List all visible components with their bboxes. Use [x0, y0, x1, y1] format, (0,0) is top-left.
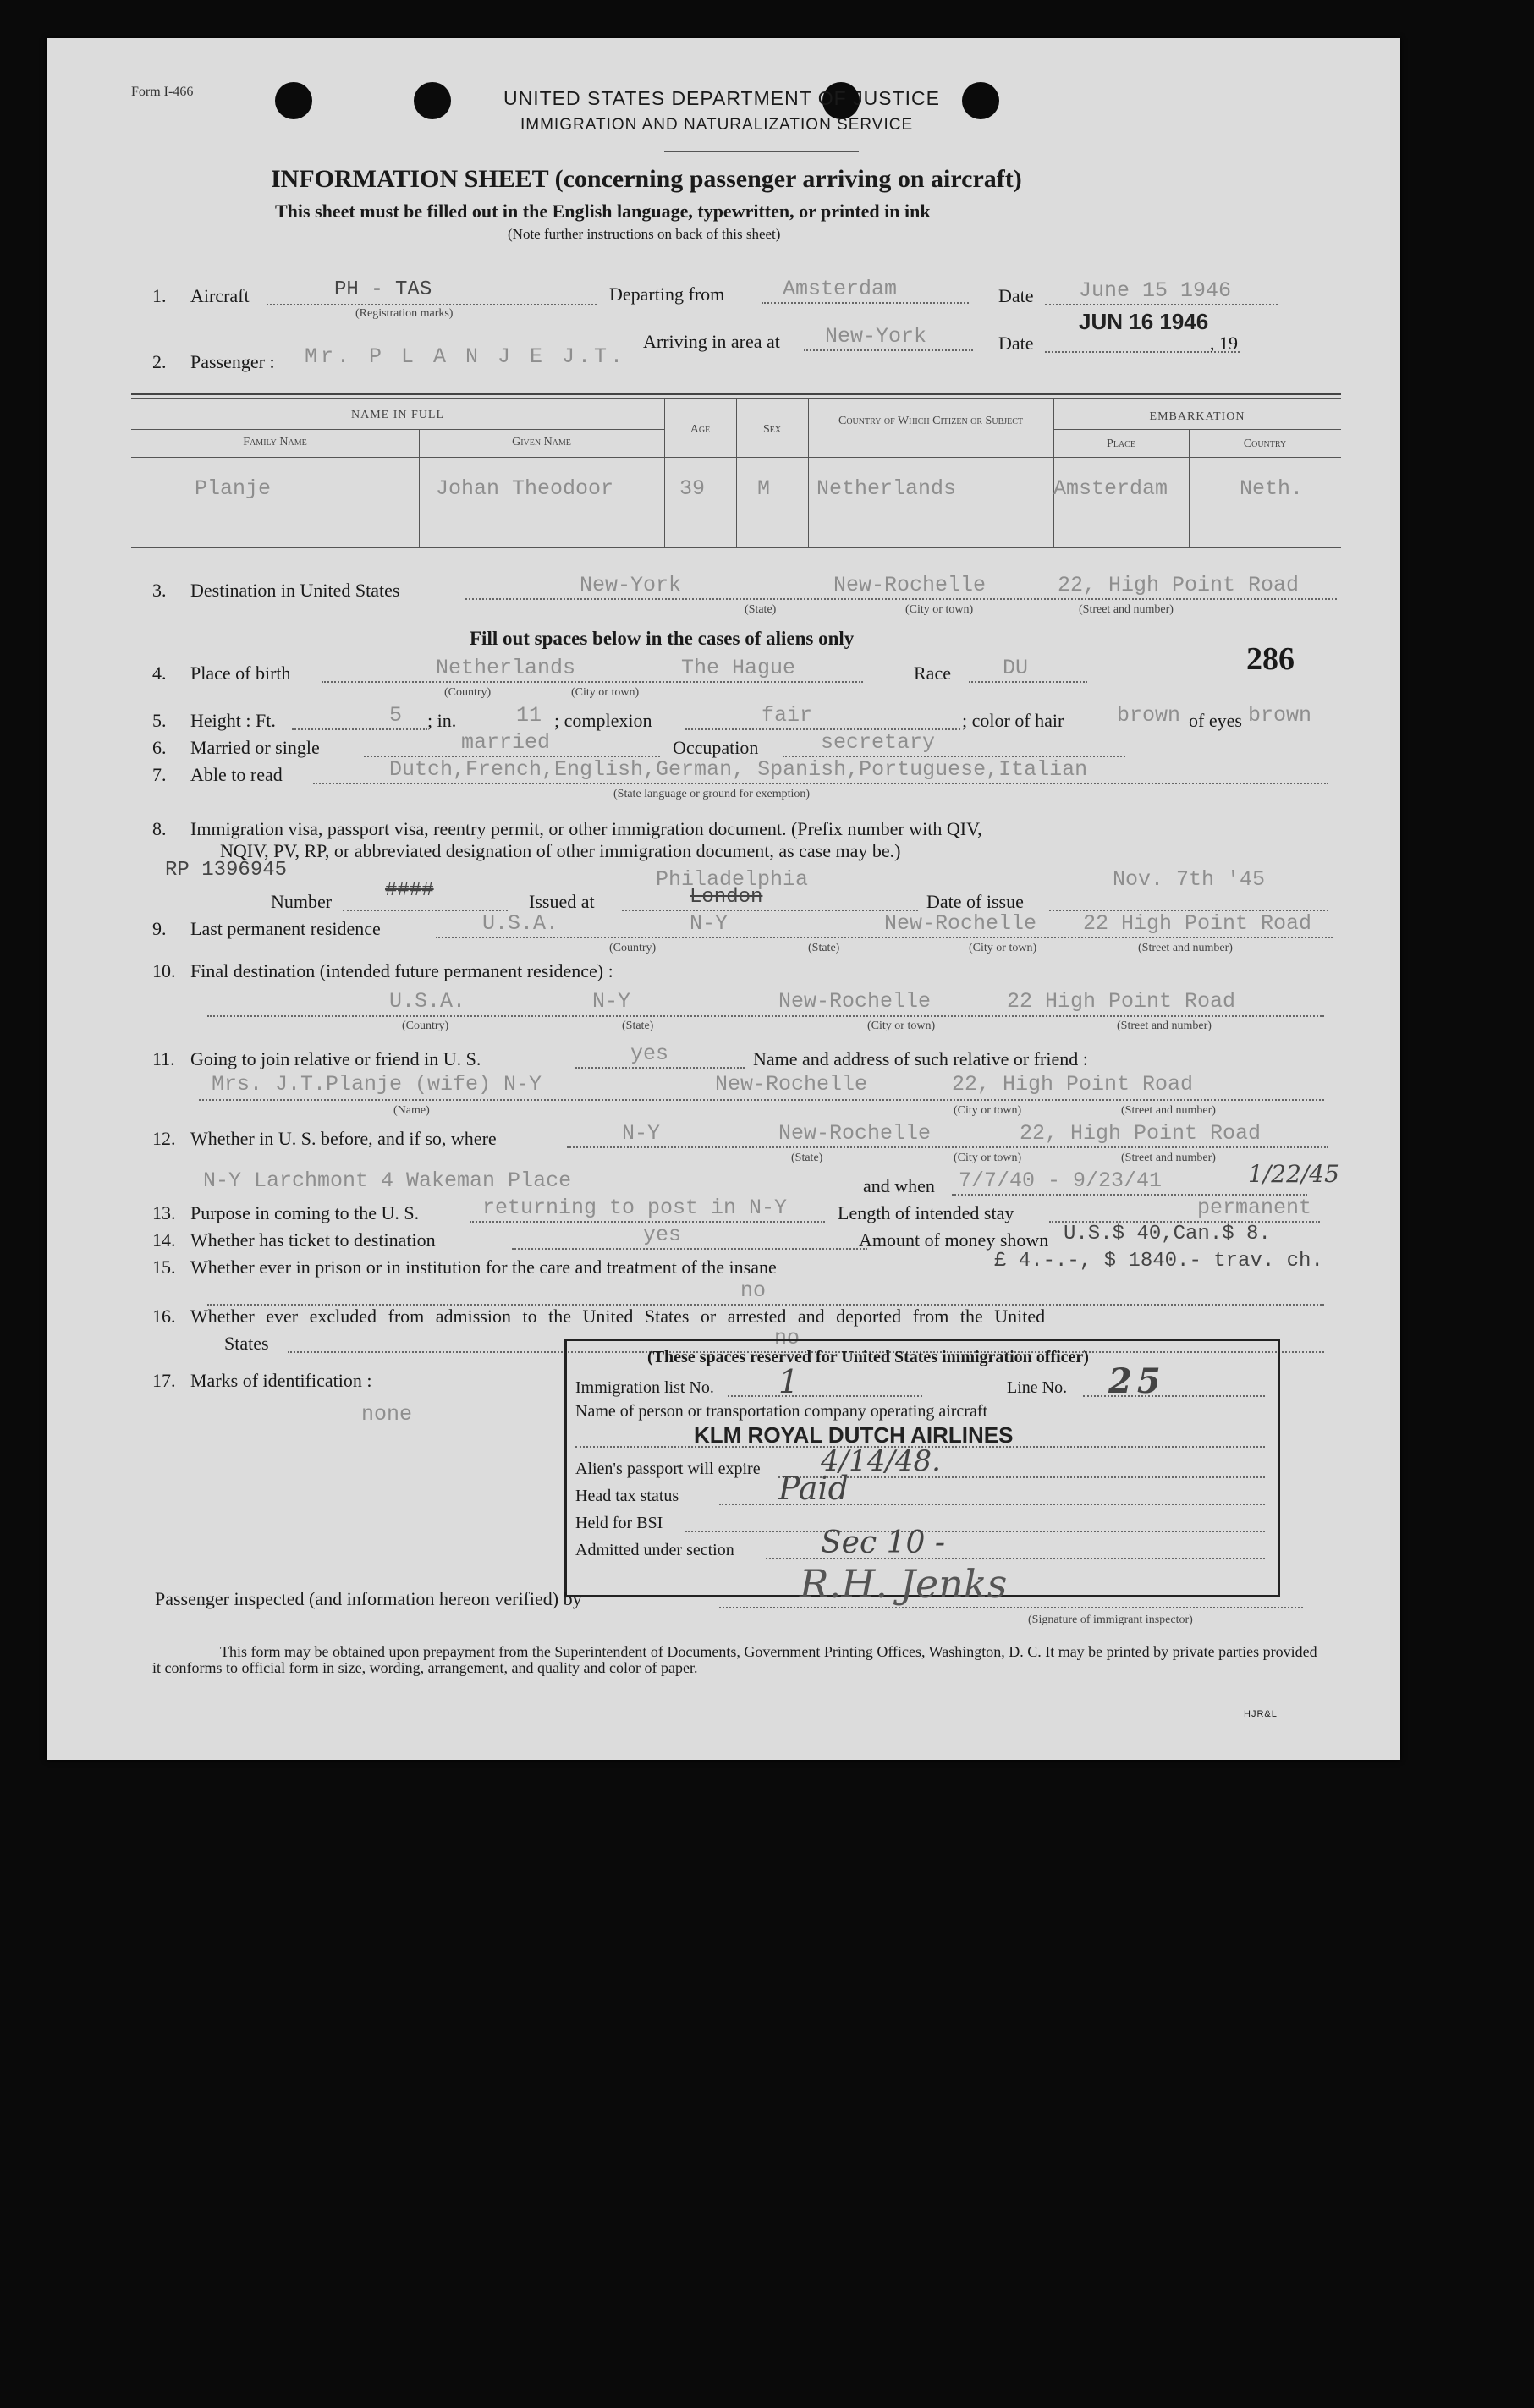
form-note: (Note further instructions on back of this sheet) [508, 226, 781, 242]
table-rule [131, 429, 664, 430]
name-in-full-header: NAME IN FULL [351, 409, 444, 421]
dotted-line [313, 783, 1328, 784]
caption: (Name) [393, 1104, 430, 1117]
excluded-label: Whether ever excluded from admission to the United States or arrested and deported from the United [190, 1306, 1046, 1327]
agency-name: UNITED STATES DEPARTMENT OF JUSTICE [503, 87, 940, 109]
punch-hole [962, 82, 999, 119]
age-value: 39 [679, 476, 706, 501]
issued-at-label: Issued at [529, 891, 595, 912]
document-text: Immigration visa, passport visa, reentry permit, or other immigration document. (Prefix number with QIV, [190, 818, 982, 839]
punch-hole [414, 82, 451, 119]
item-number: 15. [152, 1256, 176, 1278]
dotted-line [267, 304, 597, 305]
excluded-value: no [774, 1326, 800, 1350]
table-divider [1053, 398, 1054, 547]
item-number: 6. [152, 737, 167, 758]
complexion-label: ; complexion [554, 710, 652, 731]
item-number: 2. [152, 351, 167, 372]
passport-expiry-value: 4/14/48. [821, 1444, 941, 1478]
departing-value: Amsterdam [783, 277, 898, 301]
line-number-value: 25 [1108, 1361, 1166, 1401]
aliens-heading: Fill out spaces below in the cases of aliens only [470, 628, 855, 649]
embarkation-place-header: Place [1107, 437, 1135, 450]
document-annotation: RP 1396945 [165, 859, 288, 882]
sex-value: M [757, 476, 771, 501]
issued-at-struck: London [690, 886, 763, 909]
document-text: NQIV, PV, RP, or abbreviated designation of other immigration document, as case may be.) [220, 840, 901, 861]
signature-caption: (Signature of immigrant inspector) [1028, 1614, 1193, 1626]
destination-label: Destination in United States [190, 580, 400, 601]
immigration-list-label: Immigration list No. [575, 1378, 714, 1397]
prior-visit-address-2: N-Y Larchmont 4 Wakeman Place [203, 1168, 572, 1193]
service-name: IMMIGRATION AND NATURALIZATION SERVICE [520, 116, 914, 134]
issued-at-value: Philadelphia [656, 867, 809, 892]
arrival-year-suffix: , 19 [1210, 333, 1238, 354]
caption: (Street and number) [1121, 1152, 1216, 1164]
last-residence-label: Last permanent residence [190, 918, 381, 939]
dotted-line [465, 598, 1337, 600]
dotted-line [436, 937, 1333, 938]
height-label: Height : Ft. [190, 710, 276, 731]
marital-label: Married or single [190, 737, 320, 758]
join-relative-value: yes [630, 1042, 669, 1066]
prison-label: Whether ever in prison or in institution for the care and treatment of the insane [190, 1256, 777, 1278]
item-number: 1. [152, 285, 167, 306]
dotted-line [969, 681, 1087, 683]
form-instruction: This sheet must be filled out in the English language, typewritten, or printed in ink [275, 201, 931, 222]
last-residence-state: N-Y [690, 911, 729, 936]
form-title: INFORMATION SHEET (concerning passenger arriving on aircraft) [271, 165, 1022, 193]
identification-marks-value: none [361, 1402, 413, 1427]
item-number: 7. [152, 764, 167, 785]
relative-name-value: Mrs. J.T.Planje (wife) N-Y [212, 1072, 542, 1097]
table-divider [419, 429, 420, 547]
relative-street: 22, High Point Road [952, 1072, 1194, 1097]
race-label: Race [914, 662, 951, 684]
caption: (City or town) [867, 1020, 936, 1032]
item-number: 14. [152, 1229, 176, 1251]
dotted-line [1045, 304, 1278, 305]
prior-visit-when-label: and when [863, 1175, 935, 1196]
caption: (State) [745, 603, 777, 616]
last-residence-country: U.S.A. [482, 911, 559, 936]
citizenship-header: Country of Which Citizen or Subject [838, 415, 1024, 427]
inspection-label: Passenger inspected (and information hereon verified) by [155, 1588, 582, 1609]
caption: (City or town) [905, 603, 974, 616]
occupation-label: Occupation [673, 737, 759, 758]
caption: (State) [808, 942, 840, 954]
length-of-stay-label: Length of intended stay [838, 1202, 1014, 1223]
final-destination-label: Final destination (intended future permanent residence) : [190, 960, 613, 981]
family-name-header: Family Name [243, 436, 307, 448]
caption: (Country) [402, 1020, 449, 1032]
birth-city: The Hague [681, 656, 796, 680]
dotted-line [292, 728, 427, 730]
item-number: 12. [152, 1128, 176, 1149]
head-tax-value: Paid [778, 1470, 849, 1507]
table-bottom-rule [131, 547, 1341, 548]
languages-label: Able to read [190, 764, 283, 785]
dotted-line [207, 1015, 1324, 1017]
prior-visit-street: 22, High Point Road [1020, 1121, 1262, 1146]
final-destination-country: U.S.A. [389, 989, 466, 1014]
immigration-list-value: 1 [778, 1363, 800, 1400]
languages-value: Dutch,French,English,German, Spanish,Portuguese,Italian [389, 757, 1088, 782]
table-divider [808, 398, 809, 547]
caption: (State language or ground for exemption) [613, 788, 811, 800]
dotted-line [575, 1067, 745, 1069]
caption: (City or town) [954, 1152, 1022, 1164]
caption: (City or town) [954, 1104, 1022, 1117]
company-value: KLM ROYAL DUTCH AIRLINES [694, 1422, 1014, 1448]
sex-header: Sex [762, 423, 782, 436]
document-number-label: Number [271, 891, 333, 912]
given-name-value: Johan Theodoor [436, 476, 614, 501]
money-value: U.S.$ 40,Can.$ 8. [1064, 1223, 1271, 1245]
item-number: 8. [152, 818, 167, 839]
dotted-line [567, 1146, 1328, 1148]
prior-visit-handwritten-date: 1/22/45 [1248, 1160, 1339, 1188]
dotted-line [322, 681, 863, 683]
officer-box-heading: (These spaces reserved for United States immigration officer) [647, 1348, 1089, 1366]
item-number: 5. [152, 710, 167, 731]
aircraft-value: PH - TAS [334, 278, 432, 301]
inspector-signature: R.H. Jenks [800, 1561, 1008, 1607]
line-number-label: Line No. [1007, 1378, 1068, 1397]
item-number: 11. [152, 1048, 175, 1069]
complexion-value: fair [762, 703, 813, 728]
embarkation-country-value: Neth. [1240, 476, 1304, 501]
arriving-label: Arriving in area at [643, 331, 780, 352]
given-name-header: Given Name [512, 436, 571, 448]
item-number: 16. [152, 1306, 176, 1327]
dotted-line [762, 302, 969, 304]
hair-color-value: brown [1117, 703, 1181, 728]
last-residence-street: 22 High Point Road [1083, 911, 1312, 936]
admission-section-value: Sec 10 - [821, 1526, 945, 1560]
birth-country: Netherlands [436, 656, 576, 680]
passenger-label: Passenger : [190, 351, 275, 372]
height-in-value: 11 [516, 703, 542, 728]
caption: (State) [622, 1020, 654, 1032]
item-number: 3. [152, 580, 167, 601]
table-divider [736, 398, 737, 547]
departing-label: Departing from [609, 283, 725, 305]
height-in-label: ; in. [427, 710, 457, 731]
footer-text: This form may be obtained upon prepayment from the Superintendent of Documents, Government Printing Offices, Washington, D. C. It may be printed by private parties provided it conforms to official form in size, wording, arrangement, and quality and color of paper. [152, 1643, 1317, 1676]
caption: (Country) [609, 942, 657, 954]
caption: (Country) [444, 686, 492, 699]
held-for-bsi-label: Held for BSI [575, 1514, 663, 1532]
height-ft-value: 5 [389, 703, 403, 728]
table-divider [1189, 429, 1190, 547]
embarkation-place-value: Amsterdam [1053, 476, 1168, 501]
length-of-stay-value: permanent [1197, 1196, 1312, 1220]
aircraft-caption: (Registration marks) [355, 307, 454, 320]
join-relative-label: Going to join relative or friend in U. S. [190, 1048, 481, 1069]
information-sheet-form [47, 38, 1400, 1760]
hair-color-label: ; color of hair [962, 710, 1064, 731]
departure-date-value: June 15 1946 [1079, 278, 1232, 303]
dotted-line [719, 1607, 1303, 1608]
purpose-value: returning to post in N-Y [482, 1196, 788, 1220]
ticket-value: yes [643, 1223, 682, 1247]
form-number: Form I-466 [131, 85, 194, 99]
destination-city: New-Rochelle [833, 573, 987, 597]
purpose-label: Purpose in coming to the U. S. [190, 1202, 420, 1223]
dotted-line [728, 1395, 922, 1397]
punch-hole [275, 82, 312, 119]
destination-state: New-York [580, 573, 682, 597]
issue-date-label: Date of issue [926, 891, 1024, 912]
caption: (City or town) [571, 686, 640, 699]
eye-color-label: of eyes [1189, 710, 1242, 731]
prior-visit-when-value: 7/7/40 - 9/23/41 [959, 1168, 1163, 1193]
citizenship-value: Netherlands [816, 476, 957, 501]
final-destination-street: 22 High Point Road [1007, 989, 1236, 1014]
identification-marks-label: Marks of identification : [190, 1370, 372, 1391]
item-number: 13. [152, 1202, 176, 1223]
dotted-line [804, 349, 973, 351]
final-destination-city: New-Rochelle [778, 989, 932, 1014]
caption: (Street and number) [1079, 603, 1174, 616]
final-destination-state: N-Y [592, 989, 631, 1014]
item-number: 10. [152, 960, 176, 981]
passenger-value: Mr. P L A N J E J.T. [305, 344, 627, 369]
marital-value: married [461, 730, 551, 755]
officer-use-box [564, 1339, 1280, 1597]
issue-date-value: Nov. 7th '45 [1113, 867, 1266, 892]
birthplace-label: Place of birth [190, 662, 291, 684]
arrival-date-stamp: JUN 16 1946 [1079, 309, 1209, 334]
table-divider [664, 398, 665, 547]
caption: (Street and number) [1121, 1104, 1216, 1117]
item-number: 9. [152, 918, 167, 939]
item-number: 4. [152, 662, 167, 684]
prior-visit-label: Whether in U. S. before, and if so, where [190, 1128, 497, 1149]
age-header: Age [690, 423, 711, 436]
money-label: Amount of money shown [859, 1229, 1049, 1251]
arriving-value: New-York [825, 324, 927, 349]
caption: (Street and number) [1117, 1020, 1212, 1032]
dotted-line [199, 1099, 1324, 1101]
caption: (Street and number) [1138, 942, 1233, 954]
table-top-rule [131, 393, 1341, 395]
dotted-line [622, 910, 918, 911]
occupation-value: secretary [821, 730, 936, 755]
admission-section-label: Admitted under section [575, 1541, 734, 1559]
departure-date-label: Date [998, 285, 1034, 306]
embarkation-country-header: Country [1243, 437, 1287, 450]
prison-value: no [740, 1278, 767, 1303]
prior-visit-city: New-Rochelle [778, 1121, 932, 1146]
prior-visit-state: N-Y [622, 1121, 661, 1146]
passport-expiry-label: Alien's passport will expire [575, 1460, 761, 1478]
table-rule [1053, 429, 1341, 430]
item-number: 17. [152, 1370, 176, 1391]
relative-name-label: Name and address of such relative or friend : [753, 1048, 1088, 1069]
company-label: Name of person or transportation company operating aircraft [575, 1402, 988, 1421]
dotted-line [685, 1531, 1265, 1532]
document-number-value: #### [385, 879, 434, 902]
caption: (City or town) [969, 942, 1037, 954]
printer-code: HJR&L [1244, 1709, 1278, 1719]
caption: (State) [791, 1152, 823, 1164]
ticket-label: Whether has ticket to destination [190, 1229, 436, 1251]
destination-street: 22, High Point Road [1058, 573, 1300, 597]
family-name-value: Planje [195, 476, 272, 501]
race-value: DU [1003, 656, 1029, 680]
money-additional-value: £ 4.-.-, $ 1840.- trav. ch. [994, 1250, 1323, 1273]
embarkation-header: EMBARKATION [1149, 410, 1245, 423]
header-rule [664, 151, 859, 152]
dotted-line [512, 1248, 867, 1250]
stamped-number: 286 [1246, 641, 1295, 677]
aircraft-label: Aircraft [190, 285, 250, 306]
relative-city: New-Rochelle [715, 1072, 868, 1097]
last-residence-city: New-Rochelle [884, 911, 1037, 936]
head-tax-label: Head tax status [575, 1487, 679, 1505]
eye-color-value: brown [1248, 703, 1312, 728]
arrival-date-label: Date [998, 333, 1034, 354]
excluded-label-2: States [224, 1333, 269, 1354]
